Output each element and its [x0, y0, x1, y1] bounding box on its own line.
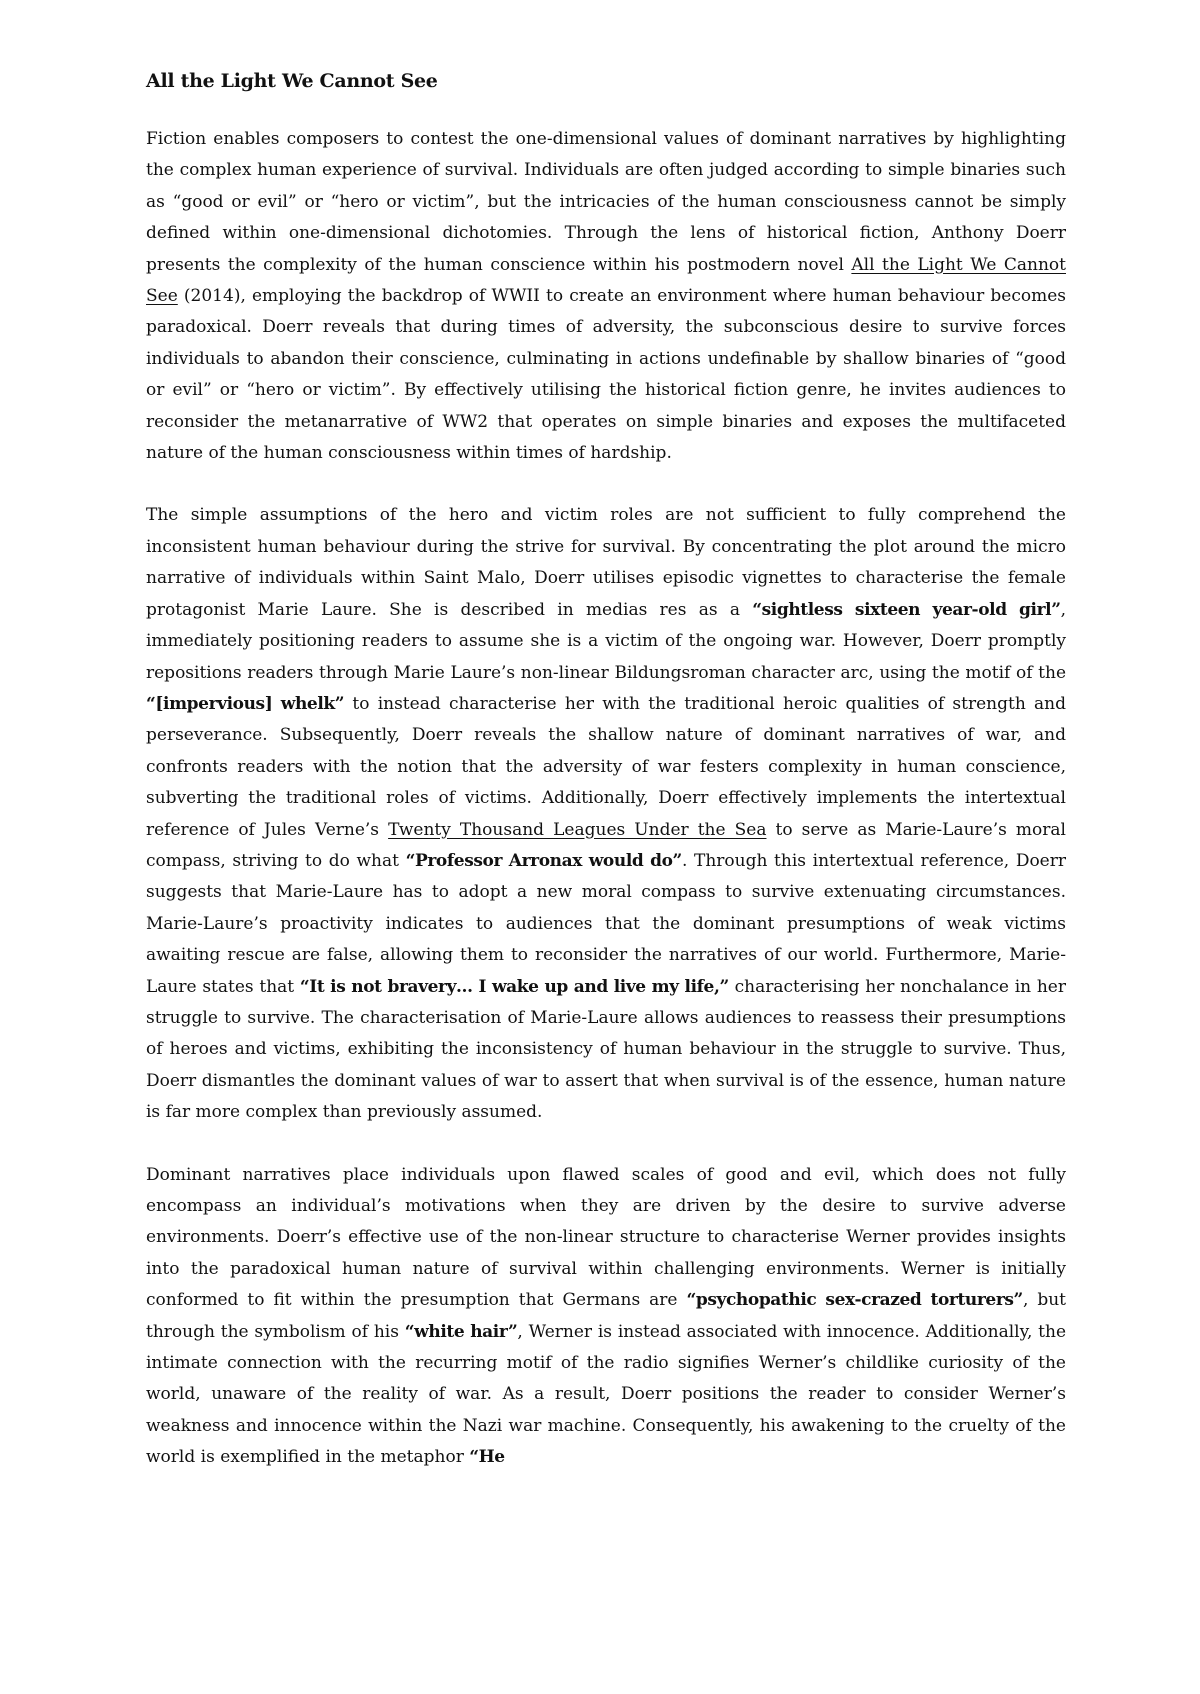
- text-run: to instead characterise her with the traditional heroic qualities of strength and perseverance. Subsequently, Doerr reveals the shallow nature of dominant narratives of war, and confronts readers with the notion that the adversity of war festers complexity in human conscience, subverting the traditional roles of victims. Additionally, Doerr effectively implements the intertextual reference of Jules Verne’s: [146, 693, 1066, 840]
- quote-bold: “white hair”: [404, 1321, 518, 1342]
- quote-bold: “He: [469, 1447, 505, 1468]
- text-run: Dominant narratives place individuals upon flawed scales of good and evil, which does not fully encompass an individual’s motivations when they are driven by the desire to survive adverse environments. Doerr’s effective use of the non-linear structure to characterise Werner provides insights into the paradoxical human nature of survival within challenging environments. Werner is initially conformed to fit within the presumption that Germans are: [146, 1164, 1066, 1311]
- text-run: , immediately positioning readers to assume she is a victim of the ongoing war. However, Doerr promptly repositions readers through Marie Laure’s non-linear Bildungsroman character arc, using the motif of the: [146, 599, 1066, 683]
- document-title: All the Light We Cannot See: [146, 70, 438, 92]
- quote-bold: “It is not bravery… I wake up and live my life,”: [299, 976, 729, 997]
- text-run: , Werner is instead associated with innocence. Additionally, the intimate connection with the recurring motif of the radio signifies Werner’s childlike curiosity of the world, unaware of the reality of war. As a result, Doerr positions the reader to consider Werner’s weakness and innocence within the Nazi war machine. Consequently, his awakening to the cruelty of the world is exemplified in the metaphor: [146, 1321, 1067, 1468]
- text-run: (2014), employing the backdrop of WWII to create an environment where human behaviour becomes paradoxical. Doerr reveals that during times of adversity, the subconscious desire to survive forces individuals to abandon their conscience, culminating in actions undefinable by shallow binaries of “good or evil” or “hero or victim”. By effectively utilising the historical fiction genre, he invites audiences to reconsider the metanarrative of WW2 that operates on simple binaries and exposes the multifaceted nature of the human consciousness within times of hardship.: [146, 286, 1066, 464]
- quote-bold: “[impervious] whelk”: [146, 693, 345, 714]
- quote-bold: “Professor Arronax would do”: [405, 850, 682, 871]
- paragraph-werner: [146, 1160, 1066, 1474]
- text-run: to serve as Marie-Laure’s moral compass, striving to do what: [146, 819, 1066, 871]
- text-run: Fiction enables composers to contest the one-dimensional values of dominant narratives by highlighting the complex human experience of survival. Individuals are often judged according to simple binaries such as “good or evil” or “hero or victim”, but the intricacies of the human consciousness cannot be simply defined within one-dimensional dichotomies. Through the lens of historical fiction, Anthony Doerr presents the complexity of the human conscience within his postmodern novel: [146, 129, 1066, 275]
- paragraph-marie-laure: [146, 500, 1066, 1128]
- paragraph-intro: [146, 124, 1066, 469]
- text-run: characterising her nonchalance in her struggle to survive. The characterisation of Marie-Laure allows audiences to reassess their presumptions of heroes and victims, exhibiting the inconsistency of human behaviour in the struggle to survive. Thus, Doerr dismantles the dominant values of war to assert that when survival is of the essence, human nature is far more complex than previously assumed.: [146, 976, 1066, 1123]
- text-run: The simple assumptions of the hero and victim roles are not sufficient to fully comprehend the inconsistent human behaviour during the strive for survival. By concentrating the plot around the micro narrative of individuals within Saint Malo, Doerr utilises episodic vignettes to characterise the female protagonist Marie Laure. She is described in medias res as a: [146, 505, 1066, 620]
- quote-bold: “sightless sixteen year-old girl”: [752, 599, 1061, 620]
- book-title-underlined: Twenty Thousand Leagues Under the Sea: [388, 819, 767, 840]
- quote-bold: “psychopathic sex-crazed torturers”: [686, 1290, 1023, 1311]
- text-run: . Through this intertextual reference, Doerr suggests that Marie-Laure has to adopt a new moral compass to survive extenuating circumstances. Marie-Laure’s proactivity indicates to audiences that the dominant presumptions of weak victims awaiting rescue are false, allowing them to reconsider the narratives of our world. Furthermore, Marie-Laure states that: [146, 850, 1066, 997]
- text-run: , but through the symbolism of his: [146, 1290, 1066, 1342]
- document-body: [146, 70, 1066, 1505]
- novel-title-underlined: All the Light We Cannot See: [146, 254, 1066, 307]
